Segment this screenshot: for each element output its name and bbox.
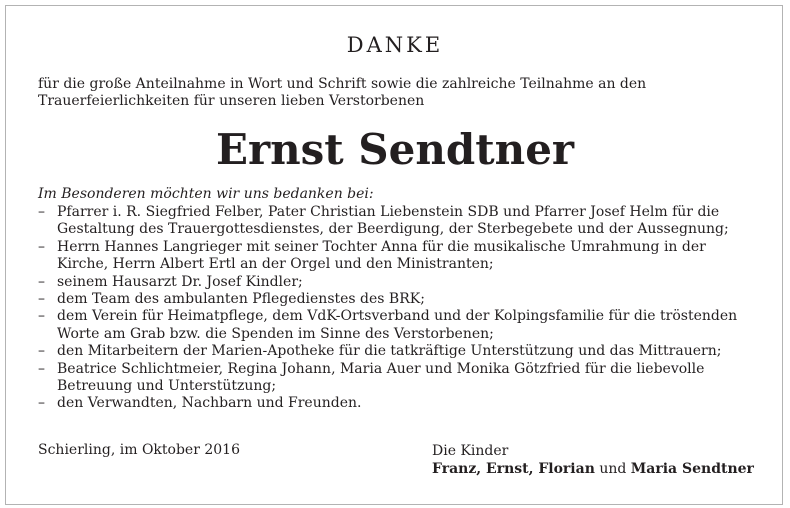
notice-heading: DANKE: [346, 33, 444, 57]
list-item: – den Verwandten, Nachbarn und Freunden.: [38, 395, 362, 412]
list-item: – dem Verein für Heimatpflege, dem VdK-Ortsverband und der Kolpingsfamilie für die tröstenden Worte am Grab bzw. die Spenden im Sinne des Verstorbenen;: [38, 308, 738, 342]
list-item: – seinem Hausarzt Dr. Josef Kindler;: [38, 273, 303, 290]
signature-names-bold: Franz, Ernst, Florian: [432, 461, 595, 477]
list-dash: –: [38, 343, 45, 360]
list-item: – Herrn Hannes Langrieger mit seiner Tochter Anna für die musikalische Umrahmung in der Kirche, Herrn Albert Ertl an der Orgel und den Ministranten;: [38, 238, 706, 273]
intro-text: für die große Anteilnahme in Wort und Schrift sowie die zahlreiche Teilnahme an den Trauerfeierlichkeiten für unseren lieben Verstorbenen: [38, 76, 647, 109]
list-dash: –: [38, 308, 45, 325]
signature: [432, 442, 754, 478]
list-item: – den Mitarbeitern der Marien-Apotheke für die tatkräftige Unterstützung und das Mittrauern;: [38, 343, 722, 360]
list-item: – dem Team des ambulanten Pflegedienstes des BRK;: [38, 291, 425, 308]
thanks-list: [38, 204, 752, 413]
signature-line: Die Kinder: [432, 443, 509, 459]
list-dash: –: [38, 291, 45, 308]
list-item: – Pfarrer i. R. Siegfried Felber, Pater Christian Liebenstein SDB und Pfarrer Josef Helm für die Gestaltung des Trauergottesdienstes, der Beerdigung, der Sterbegebete und der Aussegnung;: [38, 204, 729, 238]
signature-last-bold: Maria Sendtner: [630, 461, 754, 477]
thanks-intro: Im Besonderen möchten wir uns bedanken bei:: [38, 186, 374, 202]
list-dash: –: [38, 238, 45, 255]
deceased-name: Ernst Sendtner: [215, 125, 575, 174]
list-dash: –: [38, 360, 45, 377]
list-dash: –: [38, 395, 45, 412]
list-item: – Beatrice Schlichtmeier, Regina Johann, Maria Auer und Monika Götzfried für die liebevolle Betreuung und Unterstützung;: [38, 360, 705, 395]
place-date: Schierling, im Oktober 2016: [38, 442, 240, 458]
list-dash: –: [38, 273, 45, 290]
signature-names: [432, 460, 754, 478]
list-dash: –: [38, 204, 45, 220]
signature-connector: und: [594, 461, 631, 477]
